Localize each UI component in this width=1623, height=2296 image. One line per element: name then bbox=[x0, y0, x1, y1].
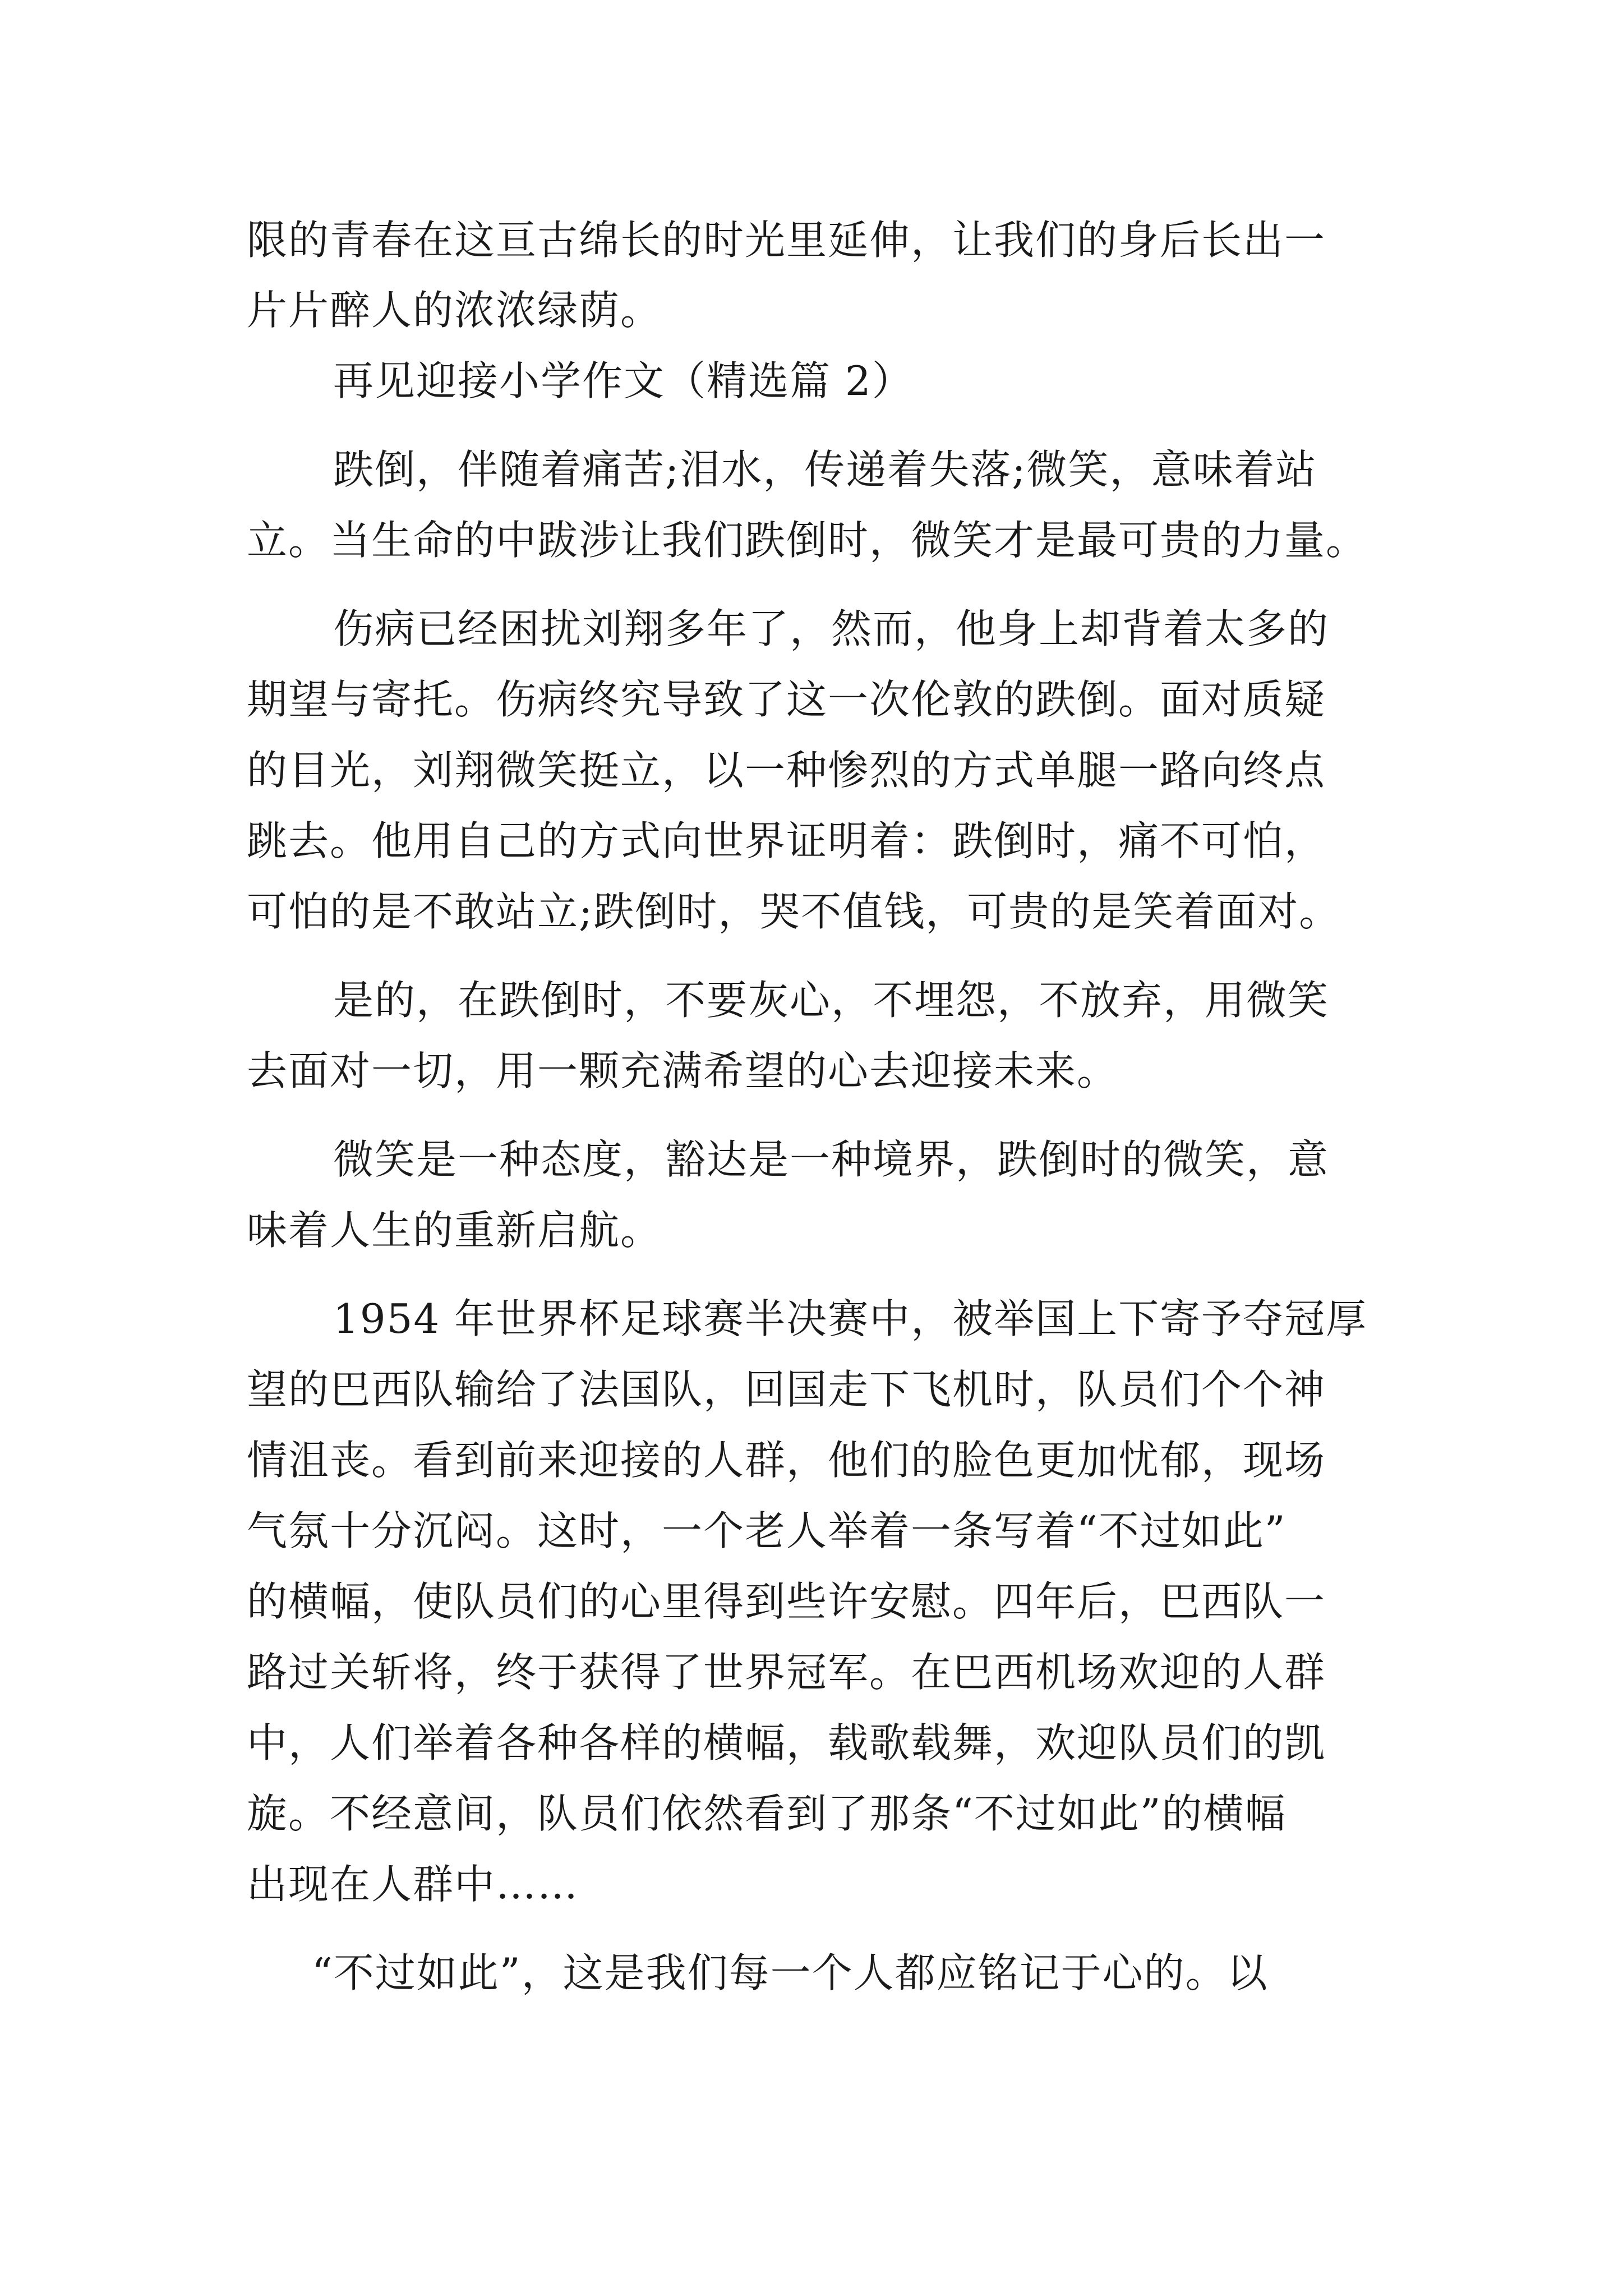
text-line: 片片醉人的浓浓绿荫。 bbox=[247, 287, 662, 334]
text-line: 限的青春在这亘古绵长的时光里延伸，让我们的身后长出一 bbox=[247, 217, 1326, 264]
text-line: 去面对一切，用一颗充满希望的心去迎接未来。 bbox=[247, 1047, 1119, 1094]
text-line: 跌倒，伴随着痛苦;泪水，传递着失落;微笑，意味着站 bbox=[333, 446, 1317, 493]
text-line: 情沮丧。看到前来迎接的人群，他们的脸色更加忧郁，现场 bbox=[247, 1437, 1326, 1484]
text-line: 路过关斩将，终于获得了世界冠军。在巴西机场欢迎的人群 bbox=[247, 1649, 1326, 1696]
text-line: 立。当生命的中跋涉让我们跌倒时，微笑才是最可贵的力量。 bbox=[247, 517, 1368, 564]
text-line: 微笑是一种态度，豁达是一种境界，跌倒时的微笑，意 bbox=[333, 1136, 1330, 1183]
text-line: 是的，在跌倒时，不要灰心，不埋怨，不放弃，用微笑 bbox=[333, 977, 1330, 1024]
text-line: 望的巴西队输给了法国队，回国走下飞机时，队员们个个神 bbox=[247, 1366, 1326, 1413]
text-line: 可怕的是不敢站立;跌倒时，哭不值钱，可贵的是笑着面对。 bbox=[247, 888, 1341, 935]
text-line: 的目光，刘翔微笑挺立，以一种惨烈的方式单腿一路向终点 bbox=[247, 747, 1326, 794]
text-line: 的横幅，使队员们的心里得到些许安慰。四年后，巴西队一 bbox=[247, 1578, 1326, 1625]
text-line: 中，人们举着各种各样的横幅，载歌载舞，欢迎队员们的凯 bbox=[247, 1719, 1326, 1766]
text-line: 伤病已经困扰刘翔多年了，然而，他身上却背着太多的 bbox=[333, 605, 1330, 652]
text-line: 跳去。他用自己的方式向世界证明着：跌倒时，痛不可怕， bbox=[247, 817, 1326, 864]
text-line: 旋。不经意间，队员们依然看到了那条“不过如此”的横幅 bbox=[247, 1790, 1287, 1837]
text-line: “不过如此”，这是我们每一个人都应铭记于心的。以 bbox=[312, 1949, 1269, 1996]
text-line: 出现在人群中…… bbox=[247, 1861, 579, 1908]
text-line: 气氛十分沉闷。这时，一个老人举着一条写着“不过如此” bbox=[247, 1507, 1287, 1554]
section-heading: 再见迎接小学作文（精选篇 2） bbox=[333, 357, 914, 404]
text-line: 1954 年世界杯足球赛半决赛中，被举国上下寄予夺冠厚 bbox=[333, 1295, 1368, 1342]
text-line: 期望与寄托。伤病终究导致了这一次伦敦的跌倒。面对质疑 bbox=[247, 676, 1326, 723]
text-line: 味着人生的重新启航。 bbox=[247, 1207, 662, 1254]
